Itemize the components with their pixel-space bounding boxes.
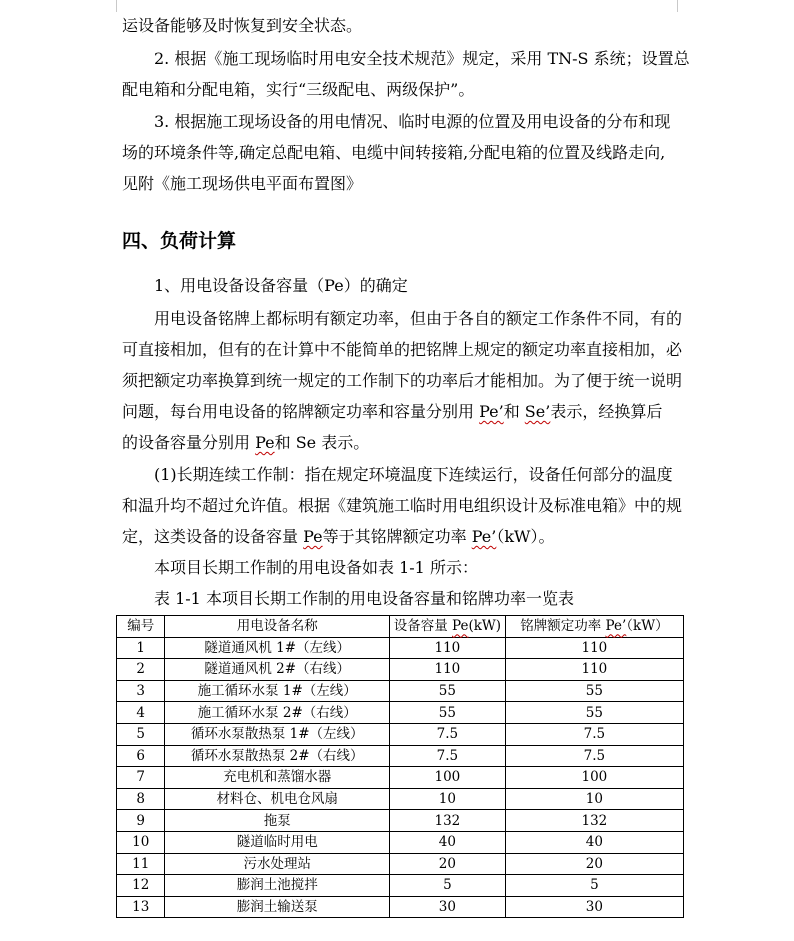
crop-mark-left — [116, 0, 117, 12]
text-run: （kW） — [626, 618, 669, 635]
paragraph-line: 和温升均不超过允许值。根据《建筑施工临时用电组织设计及标准电箱》中的规 — [122, 496, 683, 515]
header-rated-power — [505, 616, 683, 638]
equipment-table — [116, 615, 684, 918]
cell-capacity: 55 — [390, 680, 506, 702]
text-run: 的设备容量分别用 — [122, 433, 256, 452]
cell-no: 4 — [117, 702, 165, 724]
cell-no: 2 — [117, 659, 165, 681]
paragraph-line: 配电箱和分配电箱，实行“三级配电、两级保护”。 — [122, 80, 475, 99]
symbol-pe-prime: Pe’ — [479, 402, 504, 421]
text-run: 定，这类设备的设备容量 — [122, 527, 304, 546]
symbol-pe: Pe — [452, 618, 469, 635]
table-caption: 表 1-1 本项目长期工作制的用电设备容量和铭牌功率一览表 — [154, 589, 574, 608]
cell-rated-power: 40 — [505, 831, 683, 853]
cell-no: 8 — [117, 788, 165, 810]
cell-rated-power: 55 — [505, 680, 683, 702]
cell-rated-power: 110 — [505, 659, 683, 681]
cell-capacity: 7.5 — [390, 723, 506, 745]
cell-name: 隧道通风机 1#（左线） — [165, 637, 390, 659]
table-row — [117, 702, 684, 724]
paragraph-line: 见附《施工现场供电平面布置图》 — [122, 174, 363, 193]
cell-no: 11 — [117, 853, 165, 875]
cell-rated-power: 55 — [505, 702, 683, 724]
symbol-pe: Pe — [255, 433, 275, 452]
table-row — [117, 853, 684, 875]
table-row — [117, 637, 684, 659]
cell-name: 循环水泵散热泵 2#（右线） — [165, 745, 390, 767]
cell-no: 7 — [117, 767, 165, 789]
text-run: 表示，经换算后 — [550, 402, 663, 421]
text-run: 和 Se 表示。 — [274, 433, 370, 452]
text-run: 问题，每台用电设备的铭牌额定功率和容量分别用 — [122, 402, 480, 421]
text-run: 和 — [503, 402, 525, 421]
symbol-pe: Pe — [303, 527, 323, 546]
cell-rated-power: 5 — [505, 875, 683, 897]
cell-capacity: 5 — [390, 875, 506, 897]
paragraph-line: 场的环境条件等,确定总配电箱、电缆中间转接箱,分配电箱的位置及线路走向, — [122, 143, 666, 162]
header-capacity — [390, 616, 506, 638]
cell-name: 材料仓、机电仓风扇 — [165, 788, 390, 810]
cell-name: 拖泵 — [165, 810, 390, 832]
paragraph-line: 运设备能够及时恢复到安全状态。 — [122, 16, 363, 35]
paragraph-line — [122, 396, 678, 427]
cell-rated-power: 7.5 — [505, 723, 683, 745]
table-row — [117, 680, 684, 702]
cell-name: 膨润土池搅拌 — [165, 875, 390, 897]
text-run: （kW）。 — [496, 527, 555, 546]
cell-rated-power: 132 — [505, 810, 683, 832]
cell-rated-power: 10 — [505, 788, 683, 810]
paragraph-line: 2. 根据《施工现场临时用电安全技术规范》规定，采用 TN-S 系统；设置总 — [154, 49, 690, 68]
section-heading: 四、负荷计算 — [122, 230, 237, 252]
cell-capacity: 132 — [390, 810, 506, 832]
table-row — [117, 788, 684, 810]
cell-capacity: 40 — [390, 831, 506, 853]
cell-name: 充电机和蒸馏水器 — [165, 767, 390, 789]
table-header-row — [117, 616, 684, 638]
table-row — [117, 723, 684, 745]
cell-name: 膨润土输送泵 — [165, 896, 390, 918]
cell-no: 3 — [117, 680, 165, 702]
cell-rated-power: 30 — [505, 896, 683, 918]
subsection-title: 1、用电设备设备容量（Pe）的确定 — [154, 276, 408, 295]
cell-rated-power: 100 — [505, 767, 683, 789]
cell-no: 13 — [117, 896, 165, 918]
paragraph-line — [122, 427, 678, 458]
cell-rated-power: 110 — [505, 637, 683, 659]
cell-name: 施工循环水泵 1#（左线） — [165, 680, 390, 702]
table-row — [117, 831, 684, 853]
cell-capacity: 110 — [390, 659, 506, 681]
cell-no: 9 — [117, 810, 165, 832]
symbol-se-prime: Se’ — [524, 402, 551, 421]
table-row — [117, 875, 684, 897]
cell-name: 循环水泵散热泵 1#（左线） — [165, 723, 390, 745]
paragraph-line: 可直接相加，但有的在计算中不能简单的把铭牌上规定的额定功率直接相加，必 — [122, 340, 683, 359]
table-row — [117, 810, 684, 832]
text-run: 铭牌额定功率 — [520, 618, 606, 635]
cell-no: 1 — [117, 637, 165, 659]
header-name: 用电设备名称 — [165, 616, 390, 638]
cell-capacity: 55 — [390, 702, 506, 724]
cell-no: 10 — [117, 831, 165, 853]
cell-capacity: 10 — [390, 788, 506, 810]
symbol-pe-prime: Pe’ — [471, 527, 497, 546]
paragraph-line: 3. 根据施工现场设备的用电情况、临时电源的位置及用电设备的分布和现 — [154, 112, 671, 131]
symbol-pe-prime: Pe’ — [605, 618, 627, 635]
text-run: 等于其铭牌额定功率 — [322, 527, 472, 546]
cell-name: 隧道临时用电 — [165, 831, 390, 853]
cell-rated-power: 20 — [505, 853, 683, 875]
table-row — [117, 659, 684, 681]
paragraph-line: 须把额定功率换算到统一规定的工作制下的功率后才能相加。为了便于统一说明 — [122, 371, 683, 390]
paragraph-line: (1)长期连续工作制：指在规定环境温度下连续运行，设备任何部分的温度 — [154, 465, 673, 484]
paragraph-line — [122, 521, 678, 552]
cell-capacity: 110 — [390, 637, 506, 659]
cell-capacity: 30 — [390, 896, 506, 918]
table-row — [117, 745, 684, 767]
cell-capacity: 7.5 — [390, 745, 506, 767]
cell-no: 12 — [117, 875, 165, 897]
cell-no: 6 — [117, 745, 165, 767]
paragraph-line: 用电设备铭牌上都标明有额定功率，但由于各自的额定工作条件不同，有的 — [154, 309, 683, 328]
cell-name: 施工循环水泵 2#（右线） — [165, 702, 390, 724]
cell-capacity: 20 — [390, 853, 506, 875]
cell-name: 隧道通风机 2#（右线） — [165, 659, 390, 681]
cell-rated-power: 7.5 — [505, 745, 683, 767]
cell-capacity: 100 — [390, 767, 506, 789]
cell-no: 5 — [117, 723, 165, 745]
table-row — [117, 896, 684, 918]
paragraph-line: 本项目长期工作制的用电设备如表 1-1 所示： — [154, 558, 478, 577]
text-run: 设备容量 — [393, 618, 452, 635]
cell-name: 污水处理站 — [165, 853, 390, 875]
text-run: (kW) — [468, 618, 502, 635]
table-row — [117, 767, 684, 789]
header-no: 编号 — [117, 616, 165, 638]
